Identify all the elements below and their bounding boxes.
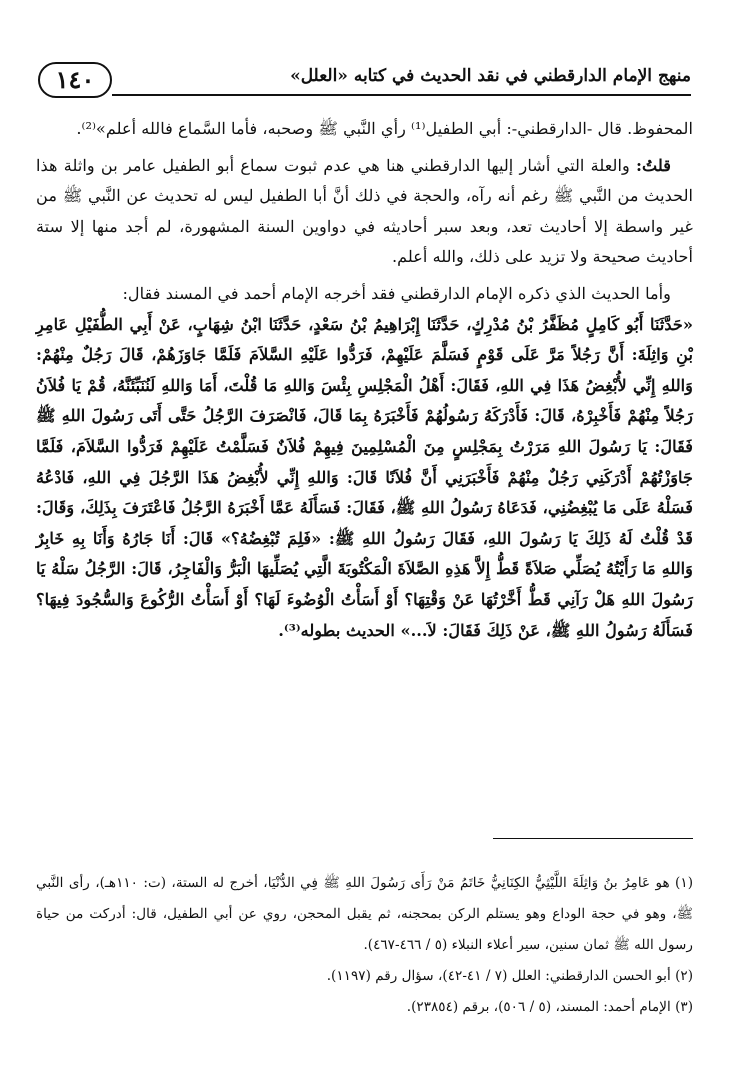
hadith-text: «حَدَّثَنَا أَبُو كَامِلٍ مُظَفَّرُ بْنُ مُدْرِكٍ، حَدَّثَنَا إِبْرَاهِيمُ بْنُ سَعْدٍ، حَدَّثَنَا ابْنُ شِهَابٍ، عَنْ أَبِي الطُّفَيْلِ عَامِرِ بْنِ وَاثِلَةَ: أَنَّ رَجُلاً مَرَّ عَلَى قَوْمٍ فَسَلَّمَ عَلَيْهِمْ، فَرَدُّوا عَلَيْهِ السَّلاَمَ فَلَمَّا جَاوَزَهُمْ، قَالَ رَجُلٌ مِنْهُمْ: وَاللهِ إِنِّي لأُبْغِضُ هَذَا فِي اللهِ، فَقَالَ: أَهْلُ الْمَجْلِسِ بِئْسَ وَاللهِ مَا قُلْتَ، أَمَا وَاللهِ لَنُنَبِّئَنَّهُ، قُمْ يَا فُلاَنُ رَجُلاً مِنْهُمْ فَأَخْبِرْهُ، قَالَ: فَأَدْرَكَهُ رَسُولُهُمْ فَأَخْبَرَهُ بِمَا قَالَ، فَانْصَرَفَ الرَّجُلُ حَتَّى أَتَى رَسُولَ اللهِ ﷺ فَقَالَ: يَا رَسُولَ اللهِ مَرَرْتُ بِمَجْلِسٍ مِنَ الْمُسْلِمِينَ فِيهِمْ فُلاَنٌ فَسَلَّمْتُ عَلَيْهِمْ فَرَدُّوا السَّلاَمَ، فَلَمَّا جَاوَزْتُهُمْ أَدْرَكَنِي رَجُلٌ مِنْهُمْ فَأَخْبَرَنِي أَنَّ فُلاَنًا قَالَ: وَاللهِ إِنِّي لأُبْغِضُ هَذَا الرَّجُلَ فِي اللهِ، فَادْعُهُ فَسَلْهُ عَلَى مَا يُبْغِضُنِي، فَدَعَاهُ رَسُولُ اللهِ ﷺ، فَقَالَ: فَسَأَلَهُ عَمَّا أَخْبَرَهُ الرَّجُلُ فَاعْتَرَفَ بِذَلِكَ، وَقَالَ: قَدْ قُلْتُ لَهُ ذَلِكَ يَا رَسُولَ اللهِ، فَقَالَ رَسُولُ اللهِ ﷺ: «فَلِمَ تُبْغِضُهُ؟» قَالَ: أَنَا جَارُهُ وَأَنَا بِهِ خَابِرٌ وَاللهِ مَا رَأَيْتُهُ يُصَلِّي صَلاَةً قَطُّ إِلاَّ هَذِهِ الصَّلاَةَ الْمَكْتُوبَةَ الَّتِي يُصَلِّيهَا الْبَرُّ وَالْفَاجِرُ، قَالَ: الرَّجُلُ سَلْهُ يَا رَسُولَ اللهِ هَلْ رَآنِي قَطُّ أَخَّرْتُهَا عَنْ وَقْتِهَا؟ أَوْ أَسَأْتُ الْوُضُوءَ لَهَا؟ أَوْ أَسَأْتُ الرُّكُوعَ وَالسُّجُودَ فِيهَا؟ فَسَأَلَهُ رَسُولُ اللهِ ﷺ، عَنْ ذَلِكَ فَقَالَ: لاَ...» الحديث بطوله⁽³⁾. <box>36 314 693 640</box>
paragraph-3: وأما الحديث الذي ذكره الإمام الدارقطني فقد أخرجه الإمام أحمد في المسند فقال: <box>122 283 671 303</box>
qultu-label: قلتُ: <box>636 155 671 175</box>
running-title: منهج الإمام الدارقطني في نقد الحديث في كتابه «العلل» <box>290 66 691 86</box>
header-rule <box>112 94 691 96</box>
paragraph-2 <box>36 151 693 273</box>
page-header <box>38 60 691 100</box>
footnote-3: (٣) الإمام أحمد: المسند، (٥ / ٥٠٦)، برقم (٢٣٨٥٤). <box>406 999 693 1015</box>
footnotes <box>36 868 693 1023</box>
footnote-2: (٢) أبو الحسن الدارقطني: العلل (٧ / ٤١-٤٢)، سؤال رقم (١١٩٧). <box>326 968 693 984</box>
main-text <box>36 114 693 646</box>
paragraph-1: المحفوظ. قال -الدارقطني-: أبي الطفيل⁽¹⁾ رأي النَّبي ﷺ وصحبه، فأما السَّماع فالله أعلم»⁽²⁾. <box>76 119 693 138</box>
footnote-rule <box>493 838 693 839</box>
page-number: ١٤٠ <box>38 62 112 98</box>
paragraph-2-text: والعلة التي أشار إليها الدارقطني هنا هي عدم ثبوت سماع أبو الطفيل عامر بن واثلة هذا الحديث من النَّبي ﷺ رغم أنه رآه، والحجة في ذلك أنَّ أبا الطفيل ليس له تحديث عن النَّبي ﷺ من غير واسطة إلا أحاديث تعد، وبعد سبر أحاديثه في دواوين السنة المشهورة، لم أجد منها إلا ستة أحاديث صحيحة ولا تزيد على ذلك، والله أعلم. <box>36 155 693 267</box>
footnote-1: (١) هو عَامِرُ بنُ وَاثِلَةَ اللَّيْثِيُّ الكِنَانِيُّ خَاتَمُ مَنْ رَأَى رَسُولَ اللهِ ﷺ فِي الدُّنْيَا، أخرج له الستة، (ت: ١١٠هـ)، رأى النَّبي ﷺ، وهو في حجة الوداع وهو يستلم الركن بمحجنه، ثم يقبل المحجن، روي عن أبي الطفيل، قال: أدركت من حياة رسول الله ﷺ ثمان سنين، سير أعلاء النبلاء (٥ / ٤٦٦-٤٦٧). <box>36 875 693 953</box>
